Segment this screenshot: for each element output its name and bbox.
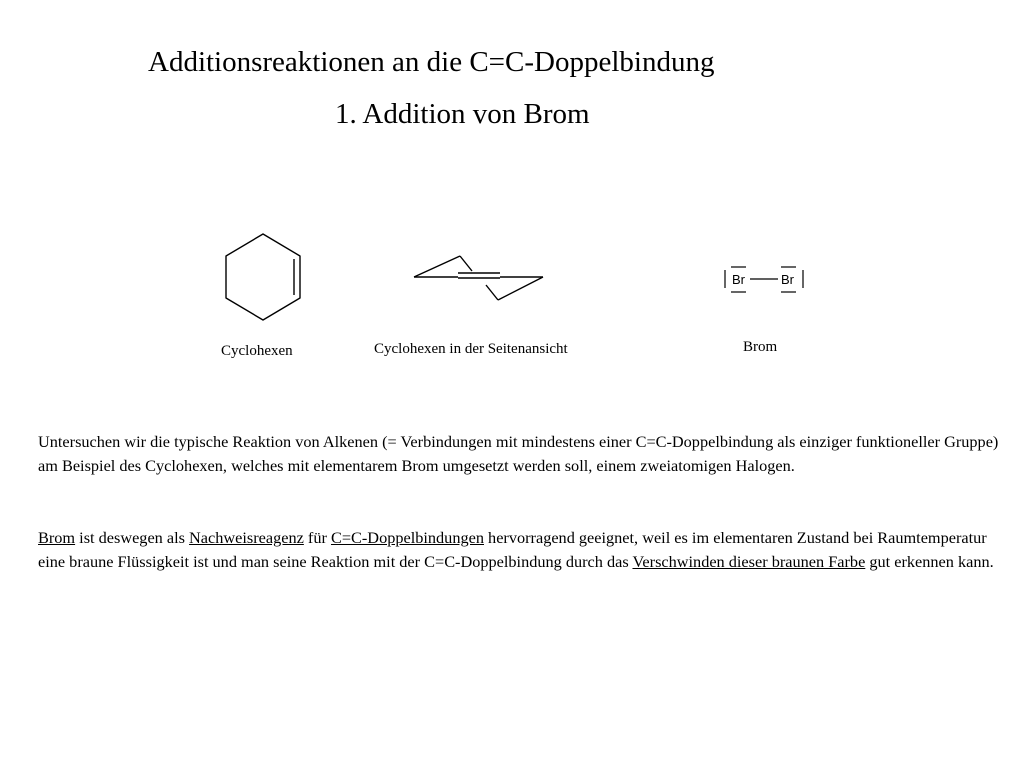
cyclohexene-side-view-structure (412, 252, 546, 304)
paragraph2-text-3: hervorragend geeignet, weil es im elementaren Zustand bei Raumtemperatur eine braune Flüssigkeit ist und man seine Reaktion mit der C=C-Doppelbindung durch das (38, 528, 987, 571)
explanation-paragraph (38, 526, 1013, 574)
paragraph2-text-4: gut erkennen kann. (865, 552, 994, 571)
color-disappearance-term: Verschwinden dieser braunen Farbe (632, 552, 866, 571)
paragraph2-text-1: ist deswegen als (75, 528, 190, 547)
bromine-caption: Brom (743, 339, 778, 355)
cyclohexene-ring (226, 234, 300, 320)
side-view-caption: Cyclohexen in der Seitenansicht (374, 341, 568, 357)
bromine-lewis-structure (720, 262, 810, 298)
cyclohexene-caption: Cyclohexen (221, 343, 293, 359)
paragraph2-text-2: für (303, 528, 331, 547)
intro-paragraph: Untersuchen wir die typische Reaktion von Alkenen (= Verbindungen mit mindestens einer C=C-Doppelbindung als einziger funktioneller Gruppe) am Beispiel des Cyclohexen, welches mit elementarem Brom umgesetzt werden soll, einem zweiatomigen Halogen. (38, 432, 999, 475)
page-subtitle: 1. Addition von Brom (335, 98, 590, 130)
bromine-atom-right: Br (781, 272, 794, 287)
double-bonds-term: C=C-Doppelbindungen (330, 528, 484, 547)
nachweisreagenz-term: Nachweisreagenz (189, 528, 304, 547)
page-title: Additionsreaktionen an die C=C-Doppelbindung (148, 46, 715, 78)
bromine-atom-left: Br (732, 272, 745, 287)
brom-term: Brom (38, 528, 76, 547)
cyclohexene-structure (222, 232, 304, 322)
